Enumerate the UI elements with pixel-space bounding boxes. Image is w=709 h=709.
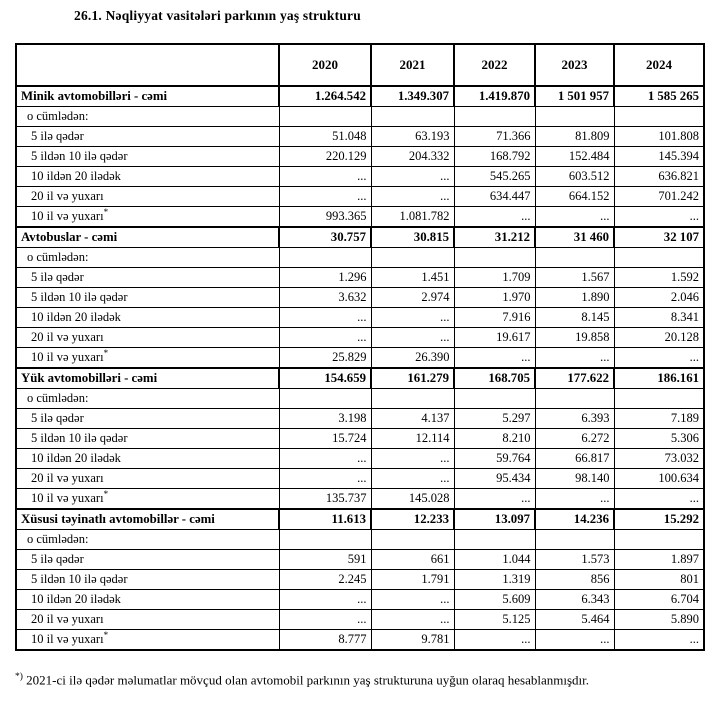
value-cell: 98.140 <box>535 469 614 489</box>
section-total-row <box>16 227 704 248</box>
age-group-label <box>16 489 279 510</box>
value-cell: 101.808 <box>614 127 704 147</box>
value-cell: 5.890 <box>614 610 704 630</box>
value-cell: 145.028 <box>371 489 454 510</box>
empty-cell <box>535 107 614 127</box>
year-header-1: 2021 <box>371 44 454 86</box>
value-cell: 5.306 <box>614 429 704 449</box>
value-cell: ... <box>371 590 454 610</box>
vehicle-age-structure-table <box>15 43 705 651</box>
value-cell: 12.114 <box>371 429 454 449</box>
value-cell: ... <box>614 489 704 510</box>
age-group-label <box>16 570 279 590</box>
value-cell: 204.332 <box>371 147 454 167</box>
age-group-row <box>16 409 704 429</box>
value-cell: ... <box>535 630 614 651</box>
value-cell: ... <box>371 328 454 348</box>
value-cell: 1.592 <box>614 268 704 288</box>
empty-cell <box>371 530 454 550</box>
age-group-label-text: 5 ildən 10 ilə qədər <box>31 290 128 304</box>
empty-cell <box>454 248 535 268</box>
section-total-label: Xüsusi təyinatlı avtomobillər - cəmi <box>16 509 279 530</box>
value-cell: 1 501 957 <box>535 86 614 107</box>
age-group-label-text: 5 ildən 10 ilə qədər <box>31 149 128 163</box>
age-group-label <box>16 469 279 489</box>
value-cell: ... <box>279 469 371 489</box>
age-group-label <box>16 429 279 449</box>
age-group-row <box>16 449 704 469</box>
age-group-label-text: 5 ilə qədər <box>31 129 84 143</box>
empty-cell <box>614 248 704 268</box>
year-header-0: 2020 <box>279 44 371 86</box>
footnote-marker: *) <box>15 672 23 682</box>
age-group-row <box>16 328 704 348</box>
value-cell: 71.366 <box>454 127 535 147</box>
age-group-label <box>16 147 279 167</box>
value-cell: 15.724 <box>279 429 371 449</box>
age-group-row <box>16 288 704 308</box>
value-cell: 2.046 <box>614 288 704 308</box>
section-total-row <box>16 509 704 530</box>
value-cell: 30.815 <box>371 227 454 248</box>
value-cell: 13.097 <box>454 509 535 530</box>
asterisk-marker: * <box>103 206 109 217</box>
value-cell: ... <box>279 187 371 207</box>
age-group-label-text: 5 ildən 10 ilə qədər <box>31 572 128 586</box>
age-group-row <box>16 610 704 630</box>
value-cell: 6.704 <box>614 590 704 610</box>
section-total-row <box>16 86 704 107</box>
row-label-header-cell <box>16 44 279 86</box>
empty-cell <box>454 530 535 550</box>
subheader-label: o cümlədən: <box>16 107 279 127</box>
age-group-row <box>16 429 704 449</box>
section-total-label: Yük avtomobilləri - cəmi <box>16 368 279 389</box>
age-group-row <box>16 469 704 489</box>
value-cell: 15.292 <box>614 509 704 530</box>
age-group-label-text: 20 il və yuxarı <box>31 471 104 485</box>
empty-cell <box>371 248 454 268</box>
value-cell: 1.349.307 <box>371 86 454 107</box>
age-group-row <box>16 590 704 610</box>
age-group-label <box>16 409 279 429</box>
age-group-row <box>16 489 704 510</box>
empty-cell <box>614 530 704 550</box>
age-group-label <box>16 550 279 570</box>
value-cell: 636.821 <box>614 167 704 187</box>
value-cell: 161.279 <box>371 368 454 389</box>
value-cell: 3.632 <box>279 288 371 308</box>
value-cell: 1.419.870 <box>454 86 535 107</box>
empty-cell <box>279 530 371 550</box>
value-cell: 801 <box>614 570 704 590</box>
age-group-row <box>16 570 704 590</box>
value-cell: 5.609 <box>454 590 535 610</box>
value-cell: 81.809 <box>535 127 614 147</box>
age-group-label-text: 10 ildən 20 ilədək <box>31 310 121 324</box>
value-cell: 1.897 <box>614 550 704 570</box>
value-cell: 100.634 <box>614 469 704 489</box>
value-cell: 591 <box>279 550 371 570</box>
value-cell: 5.125 <box>454 610 535 630</box>
value-cell: 20.128 <box>614 328 704 348</box>
value-cell: 152.484 <box>535 147 614 167</box>
value-cell: 1.709 <box>454 268 535 288</box>
age-group-row <box>16 308 704 328</box>
empty-cell <box>535 248 614 268</box>
value-cell: ... <box>614 207 704 228</box>
value-cell: ... <box>535 348 614 369</box>
year-header-3: 2023 <box>535 44 614 86</box>
value-cell: ... <box>371 187 454 207</box>
value-cell: 73.032 <box>614 449 704 469</box>
value-cell: 186.161 <box>614 368 704 389</box>
value-cell: ... <box>535 489 614 510</box>
value-cell: 661 <box>371 550 454 570</box>
age-group-label <box>16 328 279 348</box>
subheader-label: o cümlədən: <box>16 389 279 409</box>
value-cell: 5.297 <box>454 409 535 429</box>
value-cell: 2.245 <box>279 570 371 590</box>
value-cell: 2.974 <box>371 288 454 308</box>
subheader-row <box>16 389 704 409</box>
value-cell: 95.434 <box>454 469 535 489</box>
value-cell: 701.242 <box>614 187 704 207</box>
age-group-row <box>16 550 704 570</box>
age-group-label <box>16 449 279 469</box>
value-cell: 856 <box>535 570 614 590</box>
value-cell: ... <box>454 630 535 651</box>
age-group-label <box>16 348 279 369</box>
year-header-2: 2022 <box>454 44 535 86</box>
value-cell: 1.970 <box>454 288 535 308</box>
age-group-label-text: 5 ildən 10 ilə qədər <box>31 431 128 445</box>
empty-cell <box>279 107 371 127</box>
value-cell: 664.152 <box>535 187 614 207</box>
age-group-label-text: 10 il və yuxarı <box>31 209 104 223</box>
value-cell: 545.265 <box>454 167 535 187</box>
value-cell: 1.890 <box>535 288 614 308</box>
value-cell: ... <box>454 207 535 228</box>
value-cell: 11.613 <box>279 509 371 530</box>
empty-cell <box>535 530 614 550</box>
value-cell: ... <box>614 630 704 651</box>
value-cell: 177.622 <box>535 368 614 389</box>
subheader-label: o cümlədən: <box>16 530 279 550</box>
value-cell: ... <box>371 469 454 489</box>
value-cell: 220.129 <box>279 147 371 167</box>
value-cell: 25.829 <box>279 348 371 369</box>
value-cell: 8.341 <box>614 308 704 328</box>
value-cell: 6.393 <box>535 409 614 429</box>
value-cell: 63.193 <box>371 127 454 147</box>
age-group-label <box>16 127 279 147</box>
age-group-label-text: 20 il və yuxarı <box>31 189 104 203</box>
value-cell: ... <box>371 167 454 187</box>
value-cell: 634.447 <box>454 187 535 207</box>
value-cell: ... <box>371 449 454 469</box>
empty-cell <box>454 389 535 409</box>
value-cell: 1.567 <box>535 268 614 288</box>
value-cell: 8.777 <box>279 630 371 651</box>
value-cell: ... <box>454 348 535 369</box>
value-cell: 8.145 <box>535 308 614 328</box>
age-group-label-text: 10 il və yuxarı <box>31 632 104 646</box>
age-group-label-text: 5 ilə qədər <box>31 411 84 425</box>
value-cell: 3.198 <box>279 409 371 429</box>
subheader-label: o cümlədən: <box>16 248 279 268</box>
age-group-label <box>16 288 279 308</box>
value-cell: 1.573 <box>535 550 614 570</box>
year-header-4: 2024 <box>614 44 704 86</box>
value-cell: 145.394 <box>614 147 704 167</box>
age-group-label-text: 10 ildən 20 ilədək <box>31 592 121 606</box>
value-cell: 135.737 <box>279 489 371 510</box>
value-cell: 5.464 <box>535 610 614 630</box>
age-group-label-text: 5 ilə qədər <box>31 552 84 566</box>
value-cell: 1 585 265 <box>614 86 704 107</box>
age-group-row <box>16 187 704 207</box>
value-cell: 1.451 <box>371 268 454 288</box>
asterisk-marker: * <box>103 629 109 640</box>
value-cell: 7.189 <box>614 409 704 429</box>
value-cell: 7.916 <box>454 308 535 328</box>
section-total-row <box>16 368 704 389</box>
value-cell: ... <box>454 489 535 510</box>
section-total-label: Avtobuslar - cəmi <box>16 227 279 248</box>
age-group-label <box>16 167 279 187</box>
value-cell: ... <box>614 348 704 369</box>
subheader-row <box>16 107 704 127</box>
footnote <box>15 672 589 688</box>
value-cell: ... <box>279 590 371 610</box>
age-group-label-text: 5 ilə qədər <box>31 270 84 284</box>
age-group-label-text: 10 il və yuxarı <box>31 350 104 364</box>
age-group-label <box>16 308 279 328</box>
age-group-row <box>16 147 704 167</box>
value-cell: 1.296 <box>279 268 371 288</box>
age-group-label-text: 20 il və yuxarı <box>31 330 104 344</box>
empty-cell <box>371 107 454 127</box>
age-group-label-text: 10 ildən 20 ilədək <box>31 169 121 183</box>
empty-cell <box>279 389 371 409</box>
age-group-label <box>16 630 279 651</box>
value-cell: 6.272 <box>535 429 614 449</box>
age-group-label <box>16 268 279 288</box>
empty-cell <box>614 389 704 409</box>
value-cell: 4.137 <box>371 409 454 429</box>
age-group-label <box>16 610 279 630</box>
value-cell: 51.048 <box>279 127 371 147</box>
value-cell: ... <box>279 449 371 469</box>
value-cell: 993.365 <box>279 207 371 228</box>
asterisk-marker: * <box>103 347 109 358</box>
age-group-row <box>16 127 704 147</box>
age-group-label-text: 10 il və yuxarı <box>31 491 104 505</box>
value-cell: 603.512 <box>535 167 614 187</box>
value-cell: ... <box>371 610 454 630</box>
value-cell: ... <box>279 167 371 187</box>
value-cell: 1.319 <box>454 570 535 590</box>
empty-cell <box>454 107 535 127</box>
value-cell: 31.212 <box>454 227 535 248</box>
age-group-row <box>16 348 704 369</box>
value-cell: 1.044 <box>454 550 535 570</box>
value-cell: ... <box>535 207 614 228</box>
value-cell: 66.817 <box>535 449 614 469</box>
value-cell: 14.236 <box>535 509 614 530</box>
age-group-label <box>16 590 279 610</box>
age-group-row <box>16 207 704 228</box>
footnote-text: 2021-ci ilə qədər məlumatlar mövçud olan avtomobil parkının yaş strukturuna uyğun olaraq hesablanmışdır. <box>26 672 590 688</box>
value-cell: 32 107 <box>614 227 704 248</box>
age-group-label <box>16 207 279 228</box>
empty-cell <box>535 389 614 409</box>
empty-cell <box>279 248 371 268</box>
value-cell: 1.081.782 <box>371 207 454 228</box>
value-cell: 6.343 <box>535 590 614 610</box>
value-cell: 30.757 <box>279 227 371 248</box>
value-cell: ... <box>279 328 371 348</box>
empty-cell <box>371 389 454 409</box>
value-cell: 168.705 <box>454 368 535 389</box>
age-group-row <box>16 167 704 187</box>
value-cell: 59.764 <box>454 449 535 469</box>
asterisk-marker: * <box>103 488 109 499</box>
value-cell: 31 460 <box>535 227 614 248</box>
value-cell: ... <box>371 308 454 328</box>
value-cell: 19.858 <box>535 328 614 348</box>
age-group-row <box>16 268 704 288</box>
value-cell: 168.792 <box>454 147 535 167</box>
value-cell: 19.617 <box>454 328 535 348</box>
subheader-row <box>16 530 704 550</box>
age-group-label <box>16 187 279 207</box>
table-body <box>16 86 704 650</box>
age-group-row <box>16 630 704 651</box>
value-cell: 1.264.542 <box>279 86 371 107</box>
age-group-label-text: 10 ildən 20 ilədək <box>31 451 121 465</box>
value-cell: ... <box>279 308 371 328</box>
value-cell: 8.210 <box>454 429 535 449</box>
value-cell: 9.781 <box>371 630 454 651</box>
value-cell: 1.791 <box>371 570 454 590</box>
value-cell: 12.233 <box>371 509 454 530</box>
age-group-label-text: 20 il və yuxarı <box>31 612 104 626</box>
value-cell: 154.659 <box>279 368 371 389</box>
subheader-row <box>16 248 704 268</box>
section-total-label: Minik avtomobilləri - cəmi <box>16 86 279 107</box>
value-cell: ... <box>279 610 371 630</box>
empty-cell <box>614 107 704 127</box>
value-cell: 26.390 <box>371 348 454 369</box>
page-title: 26.1. Nəqliyyat vasitələri parkının yaş strukturu <box>74 8 361 23</box>
year-header-row <box>16 44 704 86</box>
